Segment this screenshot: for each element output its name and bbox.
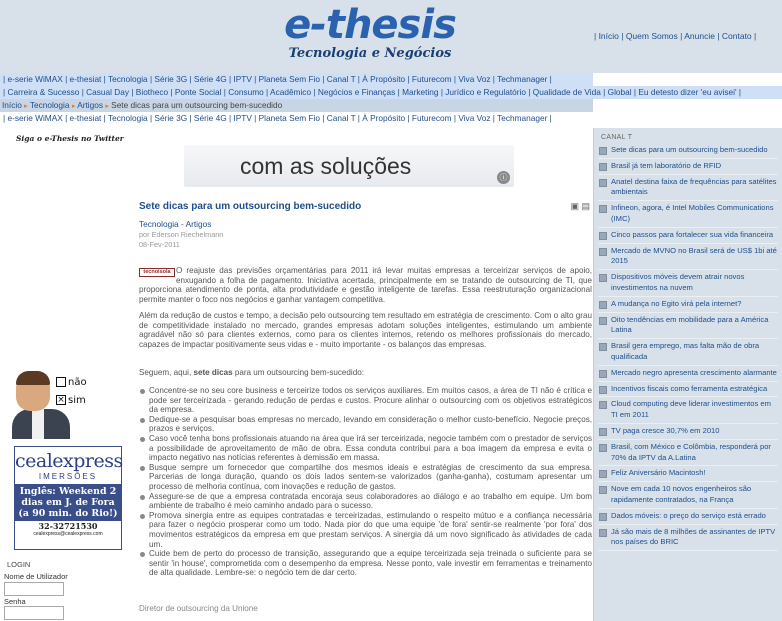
site-header bbox=[0, 0, 782, 73]
ad-email: cealexpress@cealexpress.com bbox=[33, 531, 103, 537]
sidebar-news-item[interactable]: Mercado de MVNO no Brasil será de US$ 1bi até 2015 bbox=[598, 244, 778, 271]
bullet-icon bbox=[599, 147, 607, 155]
pdf-icon[interactable]: ▣ bbox=[570, 201, 579, 211]
list-item: Promova sinergia entre as equipes contratadas e terceirizadas, estimulando o respeito mútuo e a confiança necessária para fazer o negócio prosperar como um todo. Nada pior do que uma equipe 'de fora' sentir-se realmente 'por fora' dos movimentos estratégicos da empresa em que prestam serviços. A sinergia dá um novo significado às atividades de cada um. bbox=[139, 511, 592, 549]
list-item: Concentre-se no seu core business e terceirize todos os serviços auxiliares. Em muitos casos, a área de TI não é crítica e pode ser terceirizada - gerando redução de perdas e custos. Procure alinhar o outsourcing com os objetivos estratégicos da empresa. bbox=[139, 386, 592, 415]
username-input[interactable] bbox=[4, 582, 64, 596]
breadcrumb-arrow-icon: ▸ bbox=[105, 103, 109, 110]
sidebar-news-item[interactable]: Brasil já tem laboratório de RFID bbox=[598, 159, 778, 175]
top-links[interactable]: | Início | Quem Somos | Anuncie | Contato | bbox=[594, 31, 757, 41]
article-date: 08-Fev-2011 bbox=[139, 240, 180, 249]
checked-box-icon: × bbox=[57, 395, 65, 405]
article-signature: Diretor de outsourcing da Unione bbox=[139, 604, 258, 613]
main-content bbox=[138, 128, 593, 621]
article-paragraph-2: Além da redução de custos e tempo, a decisão pelo outsourcing tem resultado em estratégia de crescimento. Com o alto grau de competitividade instalado no mercado, grandes empresas adotam soluções inteligentes, estimulando um ambiente agradável não só para clientes externos, como para os clientes internos, retendo os melhores profissionais do mercado, capazes de impactar positivamente seus vidas e - muito importante - os balanços das empresas. bbox=[139, 311, 592, 349]
breadcrumb-artigos[interactable]: Artigos bbox=[77, 100, 104, 110]
sidebar-news-item[interactable]: Cloud computing deve liderar investimentos em TI em 2011 bbox=[598, 397, 778, 424]
article-category[interactable]: Tecnologia - Artigos bbox=[139, 219, 212, 229]
sidebar-news-item[interactable]: Anatel destina faixa de frequências para satélites ambientais bbox=[598, 175, 778, 202]
empty-box-icon bbox=[56, 377, 66, 387]
sidebar-news-item[interactable]: Dispositivos móveis devem atrair novos investimentos na nuvem bbox=[598, 270, 778, 297]
breadcrumb-arrow-icon: ▸ bbox=[24, 103, 28, 110]
twitter-follow-link[interactable]: Siga o e-Thesis no Twitter bbox=[16, 134, 124, 143]
tips-list bbox=[139, 386, 592, 578]
article-paragraph-1: tecnoisola O reajuste das previsões orçamentárias para 2011 irá levar muitas empresas a terceirizar serviços de apoio, enxugando a folha de pagamento. Iniciativa acertada, principalmente em se tratando de outsourcing de TI, que proporciona atendimento de ponta, alta produtividade e gestão inteligente de tarefas. Essa reestruturação organizacional permite manter o foco nos negócios e ganhar vantagem competitiva. bbox=[139, 266, 592, 304]
username-label: Nome de Utilizador bbox=[4, 572, 68, 581]
sidebar-heading: CANAL T bbox=[601, 134, 633, 141]
person-hair bbox=[16, 371, 50, 385]
bullet-icon bbox=[599, 444, 607, 452]
logo-title: e-thesis bbox=[284, 2, 456, 48]
sidebar-news-item[interactable]: Dados móveis: o preço do serviço está errado bbox=[598, 509, 778, 525]
list-item: Cuide bem de perto do processo de transição, assegurando que a equipe terceirizada seja treinada o suficiente para se sentir 'in house', comprometida com o desempenho da empresa. Nesse ponto, vale investir em ferramentas e treinamento de alta qualidade. Lembre-se: o negócio tem de dar certo. bbox=[139, 549, 592, 578]
sidebar-news-item[interactable]: Brasil, com México e Colômbia, responderá por 70% da IPTV da A.Latina bbox=[598, 440, 778, 467]
bullet-icon bbox=[599, 386, 607, 394]
breadcrumb-tecnologia[interactable]: Tecnologia bbox=[29, 100, 70, 110]
site-logo[interactable] bbox=[270, 4, 470, 62]
sidebar-news-item[interactable]: TV paga cresce 30,7% em 2010 bbox=[598, 424, 778, 440]
breadcrumb bbox=[0, 99, 593, 112]
sidebar-news-item[interactable]: Sete dicas para um outsourcing bem-sucedido bbox=[598, 143, 778, 159]
sidebar-news-item[interactable]: Infineon, agora, é Intel Mobiles Communications (IMC) bbox=[598, 201, 778, 228]
banner-text: com as soluções bbox=[240, 153, 412, 179]
bullet-icon bbox=[599, 163, 607, 171]
list-item: Caso você tenha bons profissionais atuando na área que irá ser terceirizada, negocie também com o prestador de serviços a possibilidade de aproveitamento de mão de obra. Essa conduta contribui para a boa imagem da empresa e evita o impacto negativo nas notícias referentes à demissão em massa. bbox=[139, 434, 592, 463]
breadcrumb-home[interactable]: Início bbox=[2, 100, 22, 110]
left-column bbox=[0, 128, 134, 621]
password-label: Senha bbox=[4, 597, 26, 606]
bullet-icon bbox=[599, 343, 607, 351]
ad-promo: Inglês: Weekend 2 dias em J. de Fora (a 90 min. do Rio!) bbox=[15, 484, 121, 521]
bullet-icon bbox=[599, 274, 607, 282]
cealexpress-ad[interactable] bbox=[14, 446, 122, 550]
ad-brand: cealexpress bbox=[15, 450, 123, 472]
bullet-icon bbox=[599, 401, 607, 409]
list-item: Dedique-se a pesquisar boas empresas no mercado, levando em consideração o melhor custo-benefício. Negocie preços, prazos e serviços. bbox=[139, 415, 592, 434]
list-item: Busque sempre um fornecedor que compartilhe dos mesmos ideais e estratégias de crescimento da sua empresa. Parcerias de longa duração, quando os dois lados sentem-se valorizados (ganha-ganha), costumam apresentar um processo de melhoria contínua, com inovações e redução de gastos. bbox=[139, 463, 592, 492]
sidebar-canal-t bbox=[593, 128, 782, 621]
bullet-icon bbox=[599, 301, 607, 309]
survey-ad-image[interactable] bbox=[12, 371, 122, 439]
nav-bar-sections[interactable]: | Carreira & Sucesso | Casual Day | Biotheco | Ponte Social | Consumo | Acadêmico | Negócios e Finanças | Marketing | Jurídico e Regulatório | Qualidade de Vida | Global | Eu detesto dizer 'eu avisei' | bbox=[0, 86, 782, 99]
sidebar-news-item[interactable]: Mercado negro apresenta crescimento alarmante bbox=[598, 366, 778, 382]
password-input[interactable] bbox=[4, 606, 64, 620]
article-paragraph-3: Seguem, aqui, sete dicas para um outsourcing bem-sucedido: bbox=[139, 368, 364, 377]
bullet-icon bbox=[599, 428, 607, 436]
sidebar-news-list bbox=[598, 143, 778, 551]
bullet-icon bbox=[599, 232, 607, 240]
sidebar-news-item[interactable]: Oito tendências em mobilidade para a América Latina bbox=[598, 313, 778, 340]
brand-logo-image: tecnoisola bbox=[139, 268, 175, 277]
sidebar-news-item[interactable]: Brasil gera emprego, mas falta mão de obra qualificada bbox=[598, 339, 778, 366]
bullet-icon bbox=[599, 205, 607, 213]
article-tools bbox=[570, 201, 590, 212]
ad-subtitle: IMERSÕES bbox=[38, 472, 98, 481]
info-icon[interactable]: ⓘ bbox=[497, 171, 510, 184]
list-item: Assegure-se de que a empresa contratada encoraja seus colaboradores ao diálogo e ao trabalho em equipe. Um bom ambiente de trabalho é meio caminho andado para o sucesso. bbox=[139, 492, 592, 511]
sidebar-news-item[interactable]: Nove em cada 10 novos engenheiros são rapidamente contratados, na França bbox=[598, 482, 778, 509]
breadcrumb-current: Sete dicas para um outsourcing bem-sucedido bbox=[111, 100, 283, 110]
bullet-icon bbox=[599, 486, 607, 494]
checkbox-yes: × sim bbox=[57, 395, 86, 406]
login-title: LOGIN bbox=[7, 560, 31, 569]
ad-phone: 32-32721530 bbox=[38, 521, 98, 531]
bullet-icon bbox=[599, 248, 607, 256]
bullet-icon bbox=[599, 179, 607, 187]
sidebar-news-item[interactable]: Já são mais de 8 milhões de assinantes de IPTV nos países do BRIC bbox=[598, 525, 778, 552]
bullet-icon bbox=[599, 529, 607, 537]
nav-bar-primary[interactable]: | e-serie WiMAX | e-thesiat | Tecnologia | Série 3G | Série 4G | IPTV | Planeta Sem Fio | Canal T | À Propósito | Futurecom | Viva Voz | Techmanager | bbox=[0, 73, 593, 86]
breadcrumb-arrow-icon: ▸ bbox=[71, 103, 76, 110]
bullet-icon bbox=[599, 513, 607, 521]
sidebar-news-item[interactable]: Feliz Aniversário Macintosh! bbox=[598, 466, 778, 482]
nav-bar-secondary[interactable]: | e-serie WiMAX | e-thesiat | Tecnologia | Série 3G | Série 4G | IPTV | Planeta Sem Fio | Canal T | À Propósito | Futurecom | Viva Voz | Techmanager | bbox=[0, 112, 593, 125]
sidebar-news-item[interactable]: Cinco passos para fortalecer sua vida financeira bbox=[598, 228, 778, 244]
logo-subtitle: Tecnologia e Negócios bbox=[288, 46, 452, 61]
bullet-icon bbox=[599, 370, 607, 378]
bullet-icon bbox=[599, 317, 607, 325]
print-icon[interactable]: ▤ bbox=[581, 201, 590, 211]
checkbox-no: não bbox=[56, 377, 106, 388]
article-author: por Ederson Riechelmann bbox=[139, 230, 224, 239]
sidebar-news-item[interactable]: Incentivos fiscais como ferramenta estratégica bbox=[598, 382, 778, 398]
person-shirt bbox=[32, 409, 44, 439]
ad-banner[interactable] bbox=[184, 145, 514, 187]
article-title[interactable]: Sete dicas para um outsourcing bem-sucedido bbox=[139, 201, 362, 212]
bullet-icon bbox=[599, 470, 607, 478]
sidebar-news-item[interactable]: A mudança no Egito virá pela internet? bbox=[598, 297, 778, 313]
